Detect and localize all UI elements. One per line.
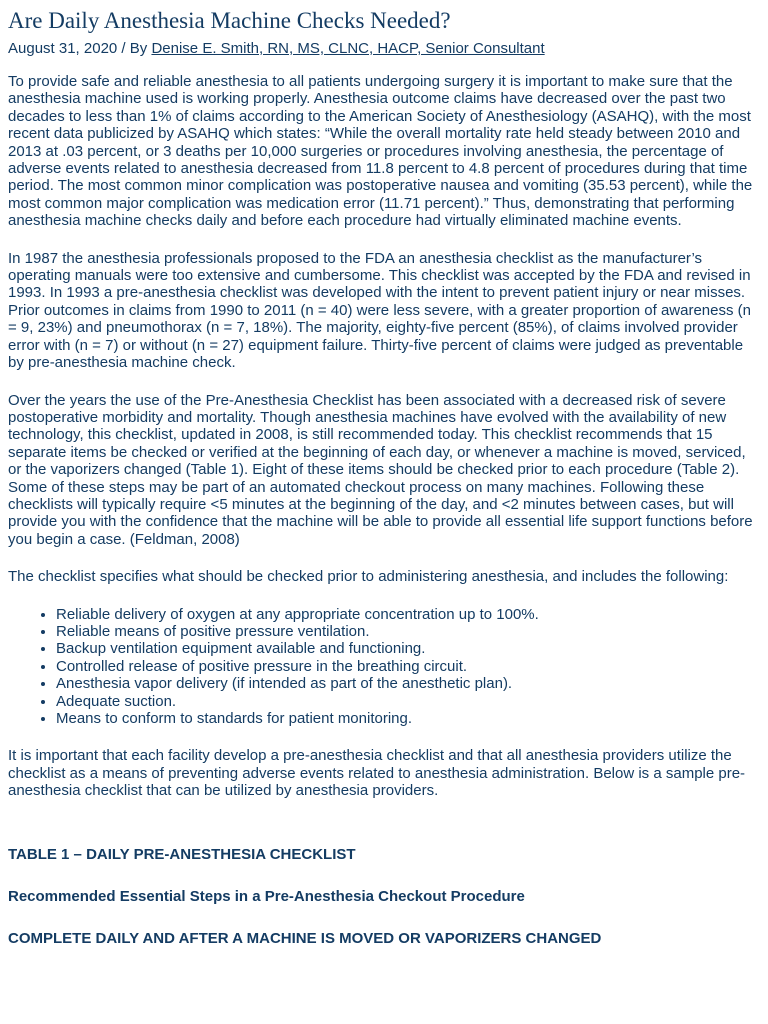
list-item: • Anesthesia vapor delivery (if intended as part of the anesthetic plan). xyxy=(56,675,760,692)
byline-separator: / By xyxy=(117,40,152,57)
publish-date: August 31, 2020 xyxy=(8,40,118,57)
checklist-bullets xyxy=(8,606,760,728)
table-subheading: Recommended Essential Steps in a Pre-Anesthesia Checkout Procedure xyxy=(8,887,525,905)
list-item: • Means to conform to standards for patient monitoring. xyxy=(56,710,760,727)
paragraph-checklist-use: Over the years the use of the Pre-Anesthesia Checklist has been associated with a decreased risk of severe postoperative morbidity and mortality. Though anesthesia machines have evolved with the availability of new technology, this checklist, updated in 2008, is still recommended today. This checklist recommends that 15 separate items be checked or verified at the beginning of each day, or whenever a machine is moved, serviced, or the vaporizers changed (Table 1). Eight of these items should be checked prior to each procedure (Table 2). Some of these steps may be part of an automated checkout process on many machines. Following these checklists will typically require <5 minutes at the beginning of the day, and <2 minutes between cases, but will provide you with the confidence that the machine will be able to provide all essential life support functions before you begin a case. (Feldman, 2008) xyxy=(8,391,753,548)
paragraph-closing: It is important that each facility develop a pre-anesthesia checklist and that all anesthesia providers utilize the checklist as a means of preventing adverse events related to anesthesia administration. Below is a sample pre-anesthesia checklist that can be utilized by anesthesia providers. xyxy=(8,747,746,800)
article-byline xyxy=(8,40,760,58)
list-item: • Controlled release of positive pressure in the breathing circuit. xyxy=(56,658,760,675)
paragraph-outcomes: To provide safe and reliable anesthesia to all patients undergoing surgery it is important to make sure that the anesthesia machine used is working properly. Anesthesia outcome claims have decreased over the past two decades to less than 1% of claims according to the American Society of Anesthesiology (ASAHQ), with the most recent data publicized by ASAHQ which states: “While the overall mortality rate held steady between 2010 and 2013 at .03 percent, or 3 deaths per 10,000 surgeries or procedures involving anesthesia, the percentage of adverse events related to anesthesia decreased from 11.8 percent to 4.8 percent of procedures during that time period. The most common minor complication was postoperative nausea and vomiting (35.53 percent), while the most common major complication was medication error (11.71 percent).” Thus, demonstrating that performing anesthesia machine checks daily and before each procedure had virtually eliminated machine events. xyxy=(8,73,753,230)
paragraph-history: In 1987 the anesthesia professionals proposed to the FDA an anesthesia checklist as the manufacturer’s operating manuals were too extensive and cumbersome. This checklist was accepted by the FDA and revised in 1993. In 1993 a pre-anesthesia checklist was developed with the intent to prevent patient injury or near misses. Prior outcomes in claims from 1990 to 2011 (n = 40) were less severe, with a greater proportion of awareness (n = 9, 23%) and pneumothorax (n = 7, 18%). The majority, eighty-five percent (85%), of claims involved provider error with (n = 7) or without (n = 27) equipment failure. Thirty-five percent of claims were judged as preventable by pre-anesthesia machine check. xyxy=(8,249,751,372)
table-section-heading: COMPLETE DAILY AND AFTER A MACHINE IS MOVED OR VAPORIZERS CHANGED xyxy=(8,929,602,947)
table-heading: TABLE 1 – DAILY PRE-ANESTHESIA CHECKLIST xyxy=(8,845,356,863)
article-title: Are Daily Anesthesia Machine Checks Needed? xyxy=(8,8,451,33)
list-item: • Reliable delivery of oxygen at any appropriate concentration up to 100%. xyxy=(56,606,760,623)
list-item: • Backup ventilation equipment available and functioning. xyxy=(56,640,760,657)
author-link[interactable]: Denise E. Smith, RN, MS, CLNC, HACP, Senior Consultant xyxy=(151,40,545,57)
paragraph-checklist-intro: The checklist specifies what should be checked prior to administering anesthesia, and includes the following: xyxy=(8,568,729,586)
list-item: • Adequate suction. xyxy=(56,693,760,710)
list-item: • Reliable means of positive pressure ventilation. xyxy=(56,623,760,640)
